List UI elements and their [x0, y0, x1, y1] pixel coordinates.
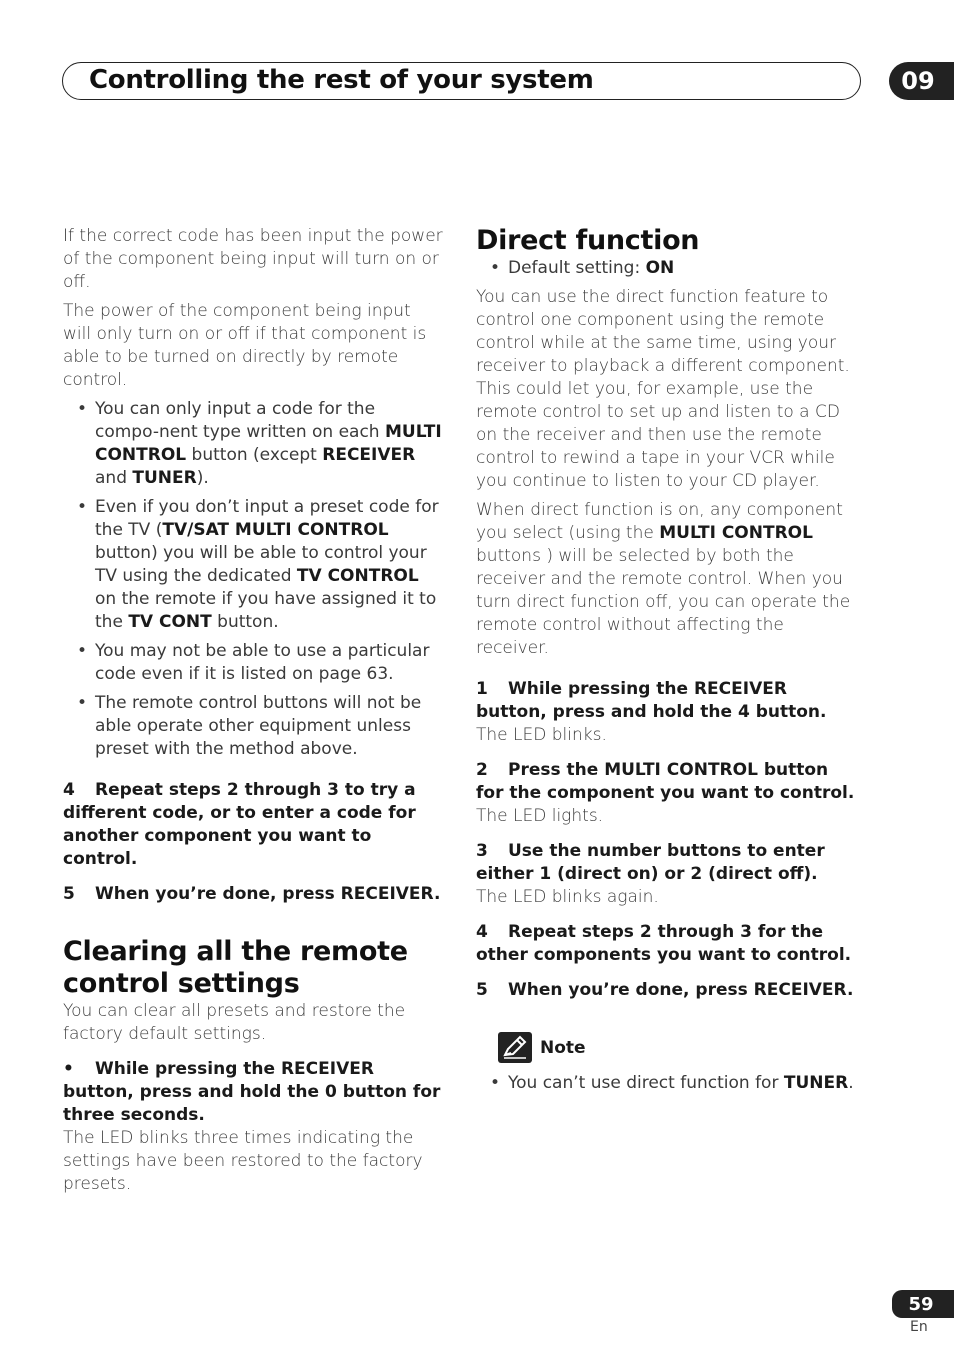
note-label: Note — [540, 1038, 586, 1058]
direct-step-3: 3 Use the number buttons to enter either 1 (direct on) or 2 (direct off). — [476, 841, 825, 884]
list-item: • You can’t use direct function for TUNER. — [476, 1072, 856, 1095]
chapter-number-badge: 09 — [889, 62, 954, 100]
direct-paragraph-1: You can use the direct function feature to control one component using the remote control while at the same time, using your receiver to playback a different component. This could let you, for example, use the remote control to set up and listen to a CD on the receiver and then use the remote control to rewind a tape in your VCR while you continue to listen to your CD player. — [476, 287, 850, 491]
direct-step-2-result: The LED lights. — [476, 806, 604, 826]
direct-step-1-result: The LED blinks. — [476, 725, 607, 745]
list-item: • The remote control buttons will not be able operate other equipment unless preset with the method above. — [63, 692, 443, 761]
intro-paragraph-1: If the correct code has been input the power of the component being input will turn on or off. — [63, 226, 443, 292]
section-heading-clearing: Clearing all the remote control settings — [63, 936, 408, 999]
clearing-result: The LED blinks three times indicating the settings have been restored to the factory presets. — [63, 1128, 423, 1194]
direct-step-1: 1 While pressing the RECEIVER button, press and hold the 4 button. — [476, 679, 827, 722]
page-number-badge: 59 — [892, 1290, 954, 1318]
list-item: • Default setting: ON — [476, 257, 856, 280]
clearing-intro: You can clear all presets and restore the factory default settings. — [63, 1001, 406, 1044]
direct-step-5: 5 When you’re done, press RECEIVER. — [476, 980, 854, 1000]
chapter-title: Controlling the rest of your system — [89, 65, 594, 95]
direct-paragraph-2: When direct function is on, any component you select (using the MULTI CONTROL buttons ) will be selected by both the receiver and the remote control. When you turn direct function off, you can operate the remote control without affecting the receiver. — [476, 500, 851, 658]
default-setting-list — [476, 257, 856, 280]
clearing-step: • While pressing the RECEIVER button, press and hold the 0 button for three seconds. — [63, 1059, 441, 1125]
direct-step-4: 4 Repeat steps 2 through 3 for the other components you want to control. — [476, 922, 852, 965]
list-item: • Even if you don’t input a preset code for the TV (TV/SAT MULTI CONTROL button) you will be able to control your TV using the dedicated TV CONTROL on the remote if you have assigned it to the TV CONT button. — [63, 496, 443, 634]
list-item: • You may not be able to use a particular code even if it is listed on page 63. — [63, 640, 443, 686]
pencil-note-icon — [498, 1032, 532, 1063]
chapter-header — [62, 62, 861, 100]
notes-list — [63, 398, 443, 761]
step-4: 4 Repeat steps 2 through 3 to try a different code, or to enter a code for another component you want to control. — [63, 780, 416, 869]
list-item: • You can only input a code for the compo-nent type written on each MULTI CONTROL button (except RECEIVER and TUNER). — [63, 398, 443, 490]
direct-step-3-result: The LED blinks again. — [476, 887, 659, 907]
direct-step-2: 2 Press the MULTI CONTROL button for the component you want to control. — [476, 760, 855, 803]
right-column — [476, 225, 856, 1101]
note-list — [476, 1072, 856, 1095]
intro-paragraph-2: The power of the component being input will only turn on or off if that component is able to be turned on directly by remote control. — [63, 301, 427, 390]
step-5: 5 When you’re done, press RECEIVER. — [63, 884, 441, 904]
page-language: En — [910, 1319, 928, 1335]
section-heading-direct: Direct function — [476, 225, 700, 256]
note-header — [476, 1032, 856, 1072]
left-column — [63, 225, 443, 1196]
